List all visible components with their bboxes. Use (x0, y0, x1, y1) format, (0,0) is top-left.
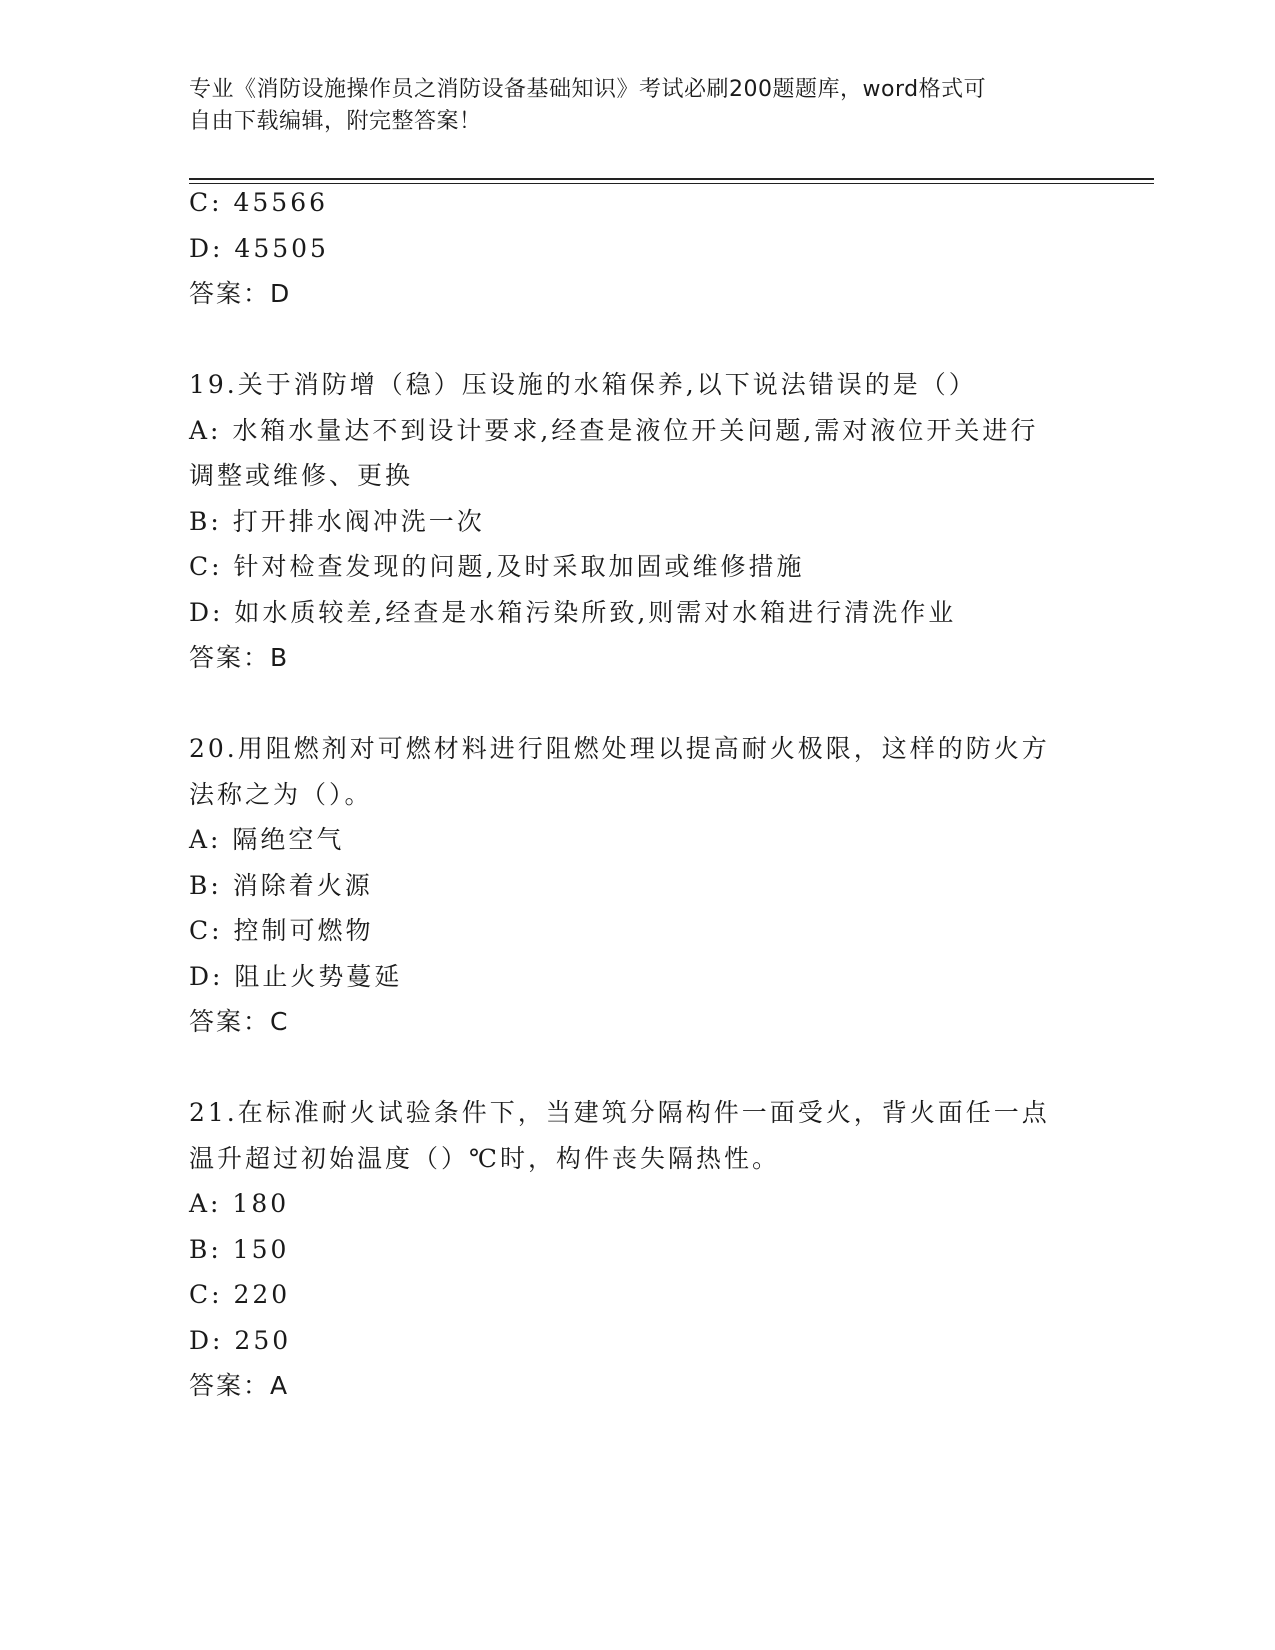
answer-label: 答案：A (189, 1371, 290, 1400)
answer-label: 答案：C (189, 1007, 290, 1036)
option-c: C: 针对检查发现的问题,及时采取加固或维修措施 (189, 552, 805, 581)
option-c: C: 220 (189, 1280, 291, 1309)
option-d: D: 如水质较差,经查是水箱污染所致,则需对水箱进行清洗作业 (189, 597, 957, 627)
option-b: B: 打开排水阀冲洗一次 (189, 506, 485, 536)
header-title-line-2: 自由下载编辑，附完整答案！ (189, 109, 482, 134)
answer-label: 答案：B (189, 643, 290, 672)
question-20 (189, 727, 1089, 1046)
option-a: A: 180 (189, 1189, 290, 1218)
option-b: B: 消除着火源 (189, 870, 373, 900)
option-c: C: 45566 (189, 188, 329, 217)
option-a-continued: 调整或维修、更换 (189, 461, 414, 490)
option-c: C: 控制可燃物 (189, 916, 374, 945)
option-a: A: 隔绝空气 (189, 825, 345, 854)
question-stem-continued: 法称之为（）。 (189, 779, 373, 809)
question-stem-continued: 温升超过初始温度（）℃时，构件丧失隔热性。 (189, 1143, 780, 1173)
question-stem: 21.在标准耐火试验条件下，当建筑分隔构件一面受火，背火面任一点 (189, 1098, 1050, 1127)
question-19 (189, 363, 1089, 682)
option-b: B: 150 (189, 1234, 290, 1264)
option-a: A: 水箱水量达不到设计要求,经查是液位开关问题,需对液位开关进行 (189, 415, 1039, 445)
option-d: D: 阻止火势蔓延 (189, 961, 403, 991)
spacer (189, 318, 1089, 364)
answer-label: 答案：D (189, 279, 292, 308)
question-stem: 19.关于消防增（稳）压设施的水箱保养,以下说法错误的是（） (189, 370, 977, 399)
document-header (189, 74, 1069, 138)
spacer (189, 682, 1089, 728)
previous-question-tail (189, 181, 1089, 318)
option-d: D: 250 (189, 1325, 292, 1355)
spacer (189, 1046, 1089, 1092)
question-21 (189, 1091, 1089, 1410)
header-divider-thick (189, 178, 1154, 180)
question-content (189, 181, 1089, 1410)
option-d: D: 45505 (189, 233, 329, 263)
question-stem: 20.用阻燃剂对可燃材料进行阻燃处理以提高耐火极限，这样的防火方 (189, 734, 1050, 763)
header-title-line-1: 专业《消防设施操作员之消防设备基础知识》考试必刷200题题库，word格式可 (189, 77, 987, 102)
